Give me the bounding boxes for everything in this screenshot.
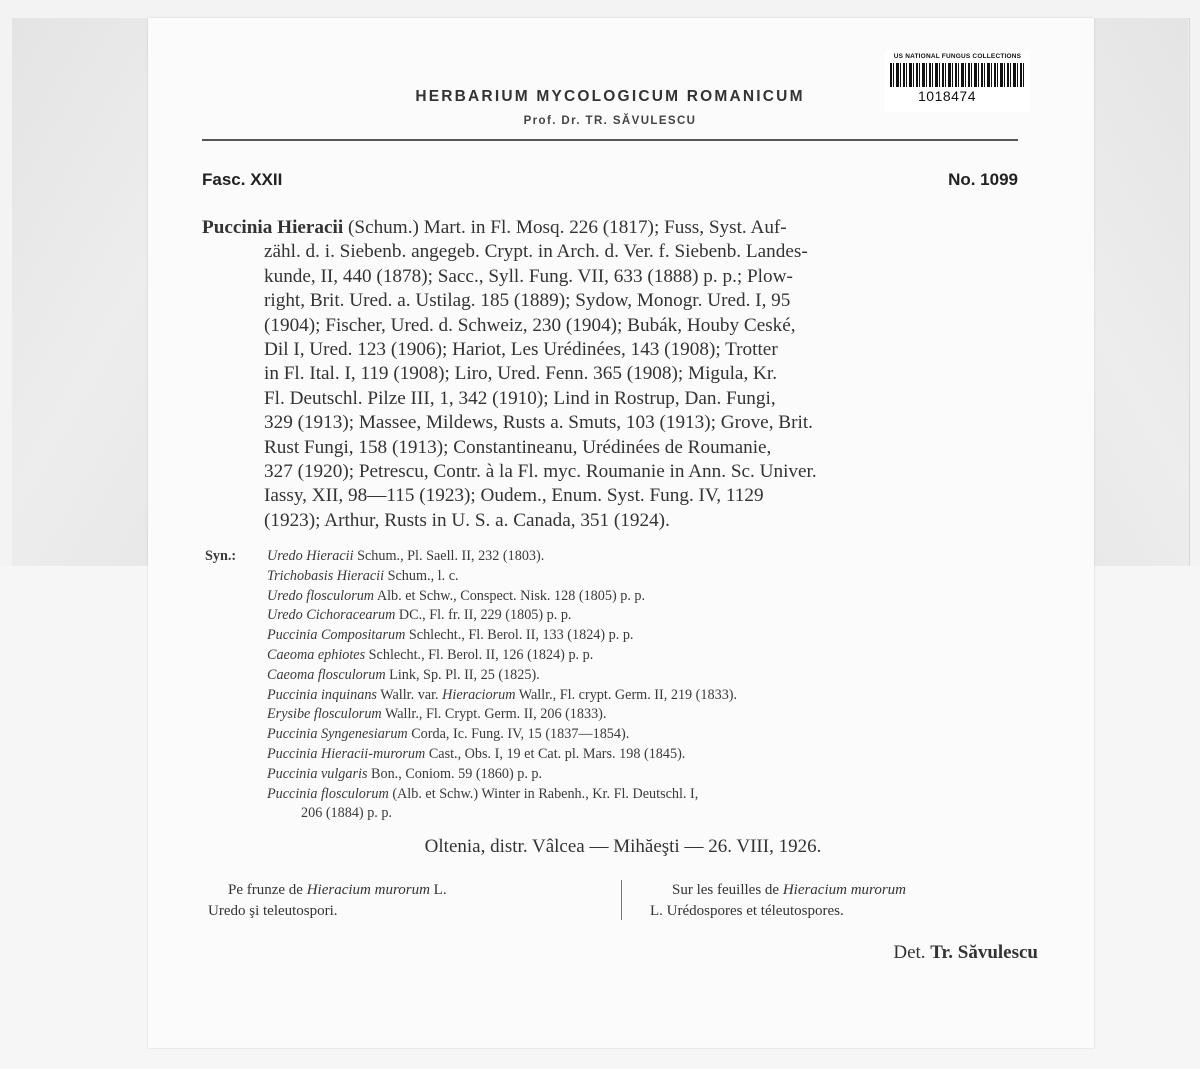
- barcode-icon: [890, 63, 1025, 87]
- barcode-sticker: [885, 50, 1030, 112]
- specimen-number: No. 1099: [948, 170, 1018, 189]
- citation-line: Fl. Deutschl. Pilze III, 1, 342 (1910); Lind in Rostrup, Dan. Fungi,: [264, 387, 776, 409]
- synonym-item: Caeoma flosculorum Link, Sp. Pl. II, 25 (1825).: [267, 666, 540, 683]
- synonyms-list: [205, 547, 1045, 824]
- species-citation: [202, 216, 1028, 533]
- synonym-continuation: 206 (1884) p. p.: [301, 805, 393, 822]
- citation-line: Rust Fungi, 158 (1913); Constantineanu, Urédinées de Roumanie,: [264, 436, 772, 458]
- synonym-item: Caeoma ephiotes Schlecht., Fl. Berol. II, 126 (1824) p. p.: [267, 646, 594, 663]
- envelope-flap-left: [12, 18, 162, 566]
- species-name: Puccinia Hieracii: [202, 217, 344, 238]
- synonym-item: Puccinia Compositarum Schlecht., Fl. Berol. II, 133 (1824) p. p.: [267, 627, 634, 644]
- fascicle-number: Fasc. XXII: [202, 170, 283, 189]
- synonym-item: Puccinia vulgaris Bon., Coniom. 59 (1860) p. p.: [267, 765, 543, 782]
- synonyms-label: Syn.:: [205, 548, 237, 564]
- citation-line: Puccinia Hieracii (Schum.) Mart. in Fl. Mosq. 226 (1817); Fuss, Syst. Auf-: [202, 217, 787, 238]
- citation-line: 329 (1913); Massee, Mildews, Rusts a. Smuts, 103 (1913); Grove, Brit.: [264, 412, 813, 434]
- synonym-item: Puccinia inquinans Wallr. var. Hieraciorum Wallr., Fl. crypt. Germ. II, 219 (1833).: [267, 686, 738, 703]
- herbarium-title: HERBARIUM MYCOLOGICUM ROMANICUM: [415, 88, 805, 105]
- host-note-french: Sur les feuilles de Hieracium murorum L. Urédospores et téleutospores.: [650, 882, 906, 919]
- host-species: Hieracium murorum: [782, 882, 906, 898]
- synonym-item: Uredo Cichoracearum DC., Fl. fr. II, 229 (1805) p. p.: [267, 607, 572, 624]
- citation-line: (1923); Arthur, Rusts in U. S. a. Canada, 351 (1924).: [264, 509, 670, 531]
- citation-line: (1904); Fischer, Ured. d. Schweiz, 230 (1904); Bubák, Houby Ceské,: [264, 314, 796, 336]
- citation-line: right, Brit. Ured. a. Ustilag. 185 (1889); Sydow, Monogr. Ured. I, 95: [264, 290, 791, 312]
- barcode-institution: US NATIONAL FUNGUS COLLECTIONS: [893, 53, 1022, 60]
- barcode-number: 1018474: [918, 88, 977, 104]
- citation-line: Dil I, Ured. 123 (1906); Hariot, Les Urédinées, 143 (1908); Trotter: [264, 339, 778, 361]
- citation-line: 327 (1920); Petrescu, Contr. à la Fl. myc. Roumanie in Ann. Sc. Univer.: [264, 461, 817, 483]
- citation-line: Iassy, XII, 98—115 (1923); Oudem., Enum. Syst. Fung. IV, 1129: [264, 485, 764, 507]
- citation-line: zähl. d. i. Siebenb. angegeb. Crypt. in Arch. d. Ver. f. Siebenb. Landes-: [264, 241, 808, 263]
- column-divider: [621, 880, 623, 920]
- determiner: Det. Tr. Săvulescu: [893, 942, 1038, 963]
- synonym-item: Syn.: Uredo Hieracii Schum., Pl. Saell. II, 232 (1803).: [205, 547, 1045, 567]
- host-species: Hieracium murorum: [306, 882, 430, 898]
- citation-line: in Fl. Ital. I, 119 (1908); Liro, Ured. Fenn. 365 (1908); Migula, Kr.: [264, 363, 778, 385]
- collection-locality: Oltenia, distr. Vâlcea — Mihăeşti — 26. VIII, 1926.: [424, 836, 822, 857]
- header-rule: [202, 139, 1018, 141]
- determiner-name: Tr. Săvulescu: [930, 942, 1038, 963]
- herbarium-subtitle: Prof. Dr. TR. SĂVULESCU: [523, 115, 697, 127]
- synonym-item: Trichobasis Hieracii Schum., l. c.: [267, 567, 459, 584]
- citation-line: kunde, II, 440 (1878); Sacc., Syll. Fung. VII, 633 (1888) p. p.; Plow-: [264, 265, 793, 287]
- synonym-item: Puccinia flosculorum (Alb. et Schw.) Winter in Rabenh., Kr. Fl. Deutschl. I,: [267, 785, 699, 802]
- synonym-item: Erysibe flosculorum Wallr., Fl. Crypt. Germ. II, 206 (1833).: [267, 706, 607, 723]
- host-note-romanian: Pe frunze de Hieracium murorum L. Uredo şi teleutospori.: [208, 882, 447, 919]
- synonym-item: Puccinia Hieracii-murorum Cast., Obs. I, 19 et Cat. pl. Mars. 198 (1845).: [267, 745, 686, 762]
- synonym-item: Puccinia Syngenesiarum Corda, Ic. Fung. IV, 15 (1837—1854).: [267, 726, 630, 743]
- synonym-item: Uredo flosculorum Alb. et Schw., Conspect. Nisk. 128 (1805) p. p.: [267, 587, 646, 604]
